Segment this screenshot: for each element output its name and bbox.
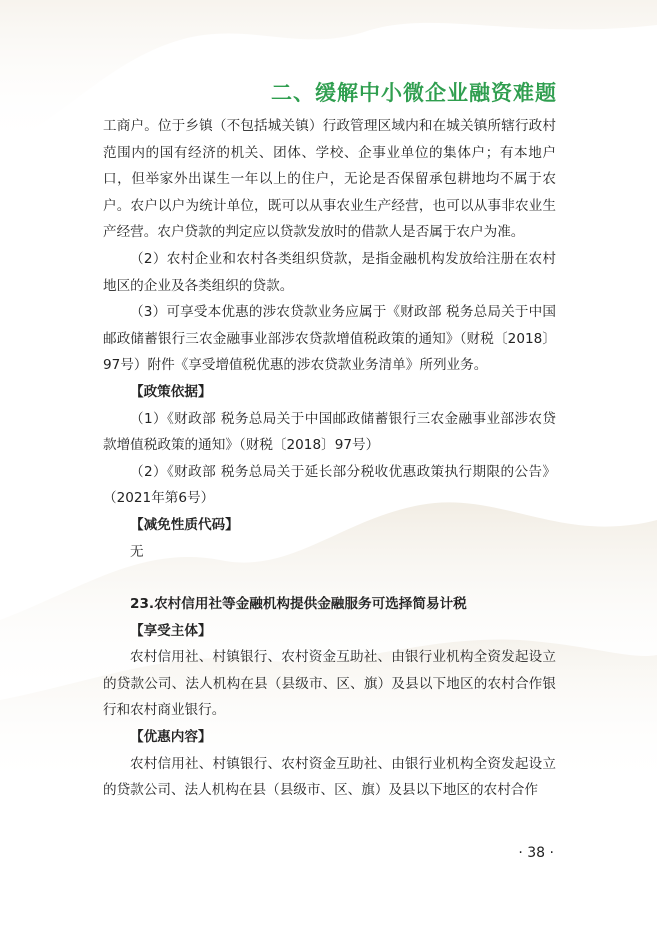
paragraph-rural-enterprise-loans: （2）农村企业和农村各类组织贷款，是指金融机构发放给注册在农村地区的企业及各类组织的贷款。 [103,250,556,294]
heading-exemption-code: 【减免性质代码】 [130,516,239,533]
policy-basis-item-2: （2）《财政部 税务总局关于延长部分税收优惠政策执行期限的公告》（2021年第6号） [103,463,556,507]
heading-policy-basis: 【政策依据】 [130,383,212,400]
paragraph-farmer-definition: 工商户。位于乡镇（不包括城关镇）行政管理区域内和在城关镇所辖行政村范围内的国有经济的机关、团体、学校、企事业单位的集体户；有本地户口，但举家外出谋生一年以上的住户，无论是否保留承包耕地均不属于农户。农户以户为统计单位，既可以从事农业生产经营，也可以从事非农业生产经营。农户贷款的判定应以贷款发放时的借款人是否属于农户为准。 [103,118,556,241]
paragraph-beneficiaries: 农村信用社、村镇银行、农村资金互助社、由银行业机构全资发起设立的贷款公司、法人机构在县（县级市、区、旗）及县以下地区的农村合作银行和农村商业银行。 [103,649,556,719]
body-text [103,113,556,804]
paragraph-preferential-content: 农村信用社、村镇银行、农村资金互助社、由银行业机构全资发起设立的贷款公司、法人机构在县（县级市、区、旗）及县以下地区的农村合作 [103,755,556,799]
page-number: · 38 · [518,845,554,861]
section-title: 二、缓解中小微企业融资难题 [271,81,557,105]
heading-beneficiaries: 【享受主体】 [130,622,212,639]
item-23-title: 23.农村信用社等金融机构提供金融服务可选择简易计税 [130,596,467,613]
paragraph-eligible-loans: （3）可享受本优惠的涉农贷款业务应属于《财政部 税务总局关于中国邮政储蓄银行三农金融事业部涉农贷款增值税政策的通知》（财税〔2018〕97号）附件《享受增值税优惠的涉农贷款业务清单》所列业务。 [103,304,556,374]
policy-basis-item-1: （1）《财政部 税务总局关于中国邮政储蓄银行三农金融事业部涉农贷款增值税政策的通知》（财税〔2018〕97号） [103,410,556,454]
exemption-code-value: 无 [130,543,144,560]
heading-preferential-content: 【优惠内容】 [130,729,212,746]
